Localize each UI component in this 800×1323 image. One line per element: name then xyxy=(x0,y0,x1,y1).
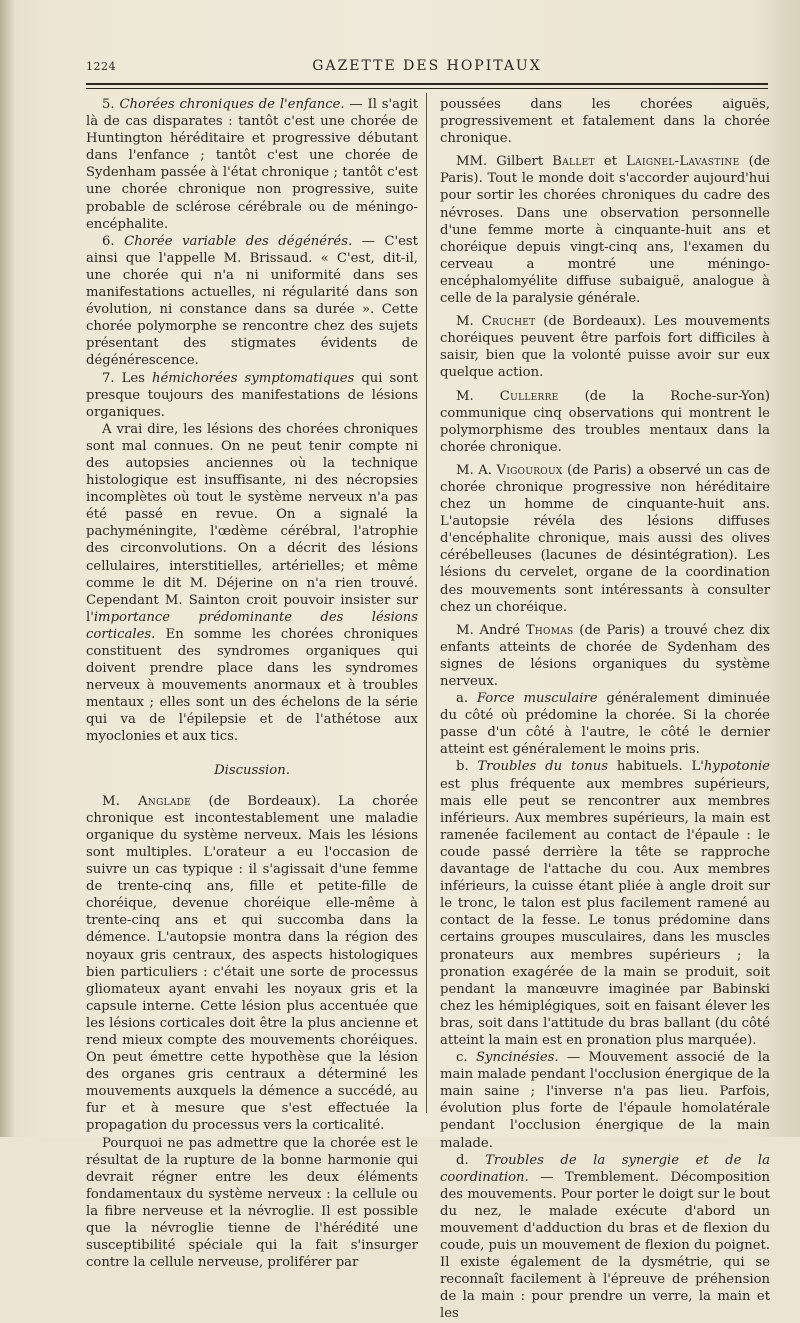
speaker-name: Laignel-Lavastine xyxy=(626,154,740,170)
paragraph-cruchet xyxy=(440,313,770,381)
text-run: En somme les chorées chroniques constituent des syndromes organiques qui doivent prendre place dans les syndromes nerveux à mouvements anormaux et à troubles mentaux ; elles sont un des échelons de la série qui va de l'épilepsie et de l'athétose aux myoclonies et aux tics. xyxy=(86,626,418,745)
speaker-name: Vigouroux xyxy=(496,462,563,478)
text-run: c. xyxy=(456,1050,476,1066)
paragraph-lesions xyxy=(86,421,418,746)
text-run: généralement diminuée du côté où prédomine la chorée. Si la chorée passe d'un côté à l'autre, le côté le dernier atteint est généralement le moins pris. xyxy=(440,691,770,758)
text-run: (de la Roche-sur-Yon) communique cinq observations qui montrent le polymorphisme des troubles mentaux dans la chorée chronique. xyxy=(440,388,771,455)
left-column xyxy=(86,96,418,1271)
item-synergie-coordination xyxy=(440,1152,770,1323)
text-run: d. xyxy=(456,1152,486,1168)
text-run: MM. Gilbert xyxy=(456,154,553,170)
paragraph-choree-variable xyxy=(86,233,418,370)
paragraph-cullerre xyxy=(440,388,770,456)
text-run: est plus fréquente aux membres supérieurs, mais elle peut se rencontrer aux membres inférieurs. Aux membres supérieurs, la main est ramenée facilement au contact de l'épaule : le coude passé derrière la tête se rapproche davantage de l'attache du cou. Aux membres inférieurs, la cuisse étant pliée à angle droit sur le tronc, le talon est plus facilement ramené au contact de la fesse. Le tonus prédomine dans certains groupes musculaires, dans les muscles pronateurs aux membres supérieurs ; la pronation exagérée de la main se produit, soit pendant la manœuvre imaginée par Babinski chez les hémiplégiques, soit en faisant élever les bras, soit dans l'attitude du bras ballant (du côté atteint la main est en pronation plus marquée). xyxy=(440,776,770,1048)
paragraph-vigouroux xyxy=(440,462,770,616)
text-run: — Tremblement. Décomposition des mouvements. Pour porter le doigt sur le bout du nez, le malade exécute d'abord un mouvement d'adduction du bras et de flexion du coude, puis un mouvement de flexion du poignet. Il existe également de la dysmétrie, qui se reconnaît facilement à l'épreuve de préhension de la main : pour prendre un verre, la main et les xyxy=(440,1169,770,1322)
text-run: 7. Les xyxy=(102,370,152,386)
paragraph-chorees-chroniques-enfance xyxy=(86,96,418,233)
text-run: M. xyxy=(456,388,500,404)
text-run: (de Bordeaux). Les mouvements choréiques peuvent être parfois fort difficiles à saisir, bien que la volonté puisse avoir sur eux quelque action. xyxy=(440,314,770,381)
text-run: 6. xyxy=(102,233,125,249)
emphasis-text: hypotonie xyxy=(703,759,770,775)
item-troubles-tonus xyxy=(440,758,770,1049)
right-column xyxy=(440,96,770,1323)
text-run: (de Paris) a trouvé chez dix enfants atteints de chorée de Sydenham des signes de lésions organiques du système nerveux. xyxy=(440,622,770,689)
speaker-name: Ballet xyxy=(552,154,595,170)
text-run: a. xyxy=(456,691,477,707)
text-run: 5. xyxy=(102,97,120,112)
text-run: et xyxy=(594,154,627,170)
speaker-name: Cullerre xyxy=(499,388,559,404)
paragraph-continuation xyxy=(440,96,770,147)
page-header xyxy=(86,58,768,80)
text-run: A vrai dire, les lésions des chorées chroniques sont mal connues. On ne peut tenir compte ni des autopsies anciennes où la technique histologique est insuffisante, ni des nécropsies incomplètes où tout le système nerveux n'a pas été passé en revue. On a signalé la pachyméningite, l'œdème cérébral, l'atrophie des circonvolutions. On a décrit des lésions cellulaires, interstitielles, artérielles; et même comme le dit M. Déjerine on n'a rien trouvé. Cependant M. Sainton croit pouvoir insister sur l' xyxy=(86,421,418,625)
item-syncinesies xyxy=(440,1049,770,1152)
text-run: M. A. xyxy=(456,462,497,478)
header-rule-thick xyxy=(86,83,768,85)
item-title: Chorées chroniques de l'enfance. xyxy=(119,97,345,112)
text-run: poussées dans les chorées aiguës, progressivement et fatalement dans la chorée chronique. xyxy=(440,97,770,147)
item-title: Force musculaire xyxy=(476,691,598,707)
text-run: (de Paris). Tout le monde doit s'accorder aujourd'hui pour sortir les chorées chroniques du cadre des névroses. Dans une observation personnelle d'une femme morte à cinquante-huit ans et choréique depuis vingt-cinq ans, l'examen du cerveau a montré une méningo-encéphalomyélite diffuse subaiguë, analogue à celle de la paralysie générale. xyxy=(440,154,770,307)
text-run: (de Bordeaux). La chorée chronique est incontestablement une maladie organique du système nerveux. Mais les lésions sont multiples. L'orateur a eu l'occasion de suivre un cas typique : il s'agissait d'une femme de trente-cinq ans, fille et petite-fille de choréique, devenue choréique elle-même à trente-cinq ans et qui succomba dans la démence. L'autopsie montra dans la région des noyaux gris centraux, des aspects histologiques bien particuliers : c'était une sorte de processus gliomateux ayant envahi les noyaux gris et la capsule interne. Cette lésion plus accentuée que les lésions corticales doit être la plus ancienne et rend mieux compte des mouvements choréiques. On peut émettre cette hypothèse que la lésion des organes gris centraux a déterminé les mouvements auxquels la démence a succédé, au fur et à mesure que s'est effectuée la propagation du processus vers la corticalité. xyxy=(86,793,418,1134)
section-title-discussion: Discussion. xyxy=(214,762,290,778)
speaker-name: M. Anglade xyxy=(102,793,192,809)
header-rule-thin xyxy=(86,88,768,89)
text-run: habituels. L' xyxy=(607,759,704,775)
item-title: Troubles de la synergie et de la coordination. xyxy=(440,1152,770,1185)
journal-title: GAZETTE DES HOPITAUX xyxy=(312,58,542,74)
page-edge-shadow xyxy=(0,0,14,1137)
paragraph-anglade xyxy=(86,793,418,1135)
text-run: — C'est ainsi que l'appelle M. Brissaud. « C'est, dit-il, une chorée qui n'a ni uniformité dans ses manifestations actuelles, ni régularité dans son évolution, ni constance dans sa durée ». Cette chorée polymorphe se rencontre chez des sujets présentant des stigmates évidents de dégénérescence. xyxy=(86,233,418,369)
speaker-name: Cruchet xyxy=(481,314,536,330)
paragraph-ballet-laignel xyxy=(440,153,770,307)
text-run: qui sont presque toujours des manifestations de lésions organiques. xyxy=(86,370,418,420)
item-force-musculaire xyxy=(440,690,770,758)
item-title: hémichorées symptomatiques xyxy=(151,370,355,386)
item-title: Syncinésies. xyxy=(475,1050,559,1066)
text-run: M. André xyxy=(456,622,526,638)
column-divider xyxy=(426,93,427,1113)
paragraph-nevroglie xyxy=(86,1135,418,1272)
text-run: M. xyxy=(456,314,482,330)
text-run: Pourquoi ne pas admettre que la chorée est le résultat de la rupture de la bonne harmonie qui devrait régner entre les deux éléments fondamentaux du système nerveux : la cellule ou la fibre nerveuse et la névroglie. Il est possible que la névroglie tienne de l'hérédité une susceptibilité spéciale qui la fait s'insurger contre la cellule nerveuse, proliférer par xyxy=(86,1135,418,1271)
paragraph-hemichorees xyxy=(86,370,418,421)
text-run: — Mouvement associé de la main malade pendant l'occlusion énergique de la main saine ; l'inverse n'a pas lieu. Parfois, évolution plus forte de l'épaule homolatérale pendant l'occlusion énergique de la main malade. xyxy=(440,1050,770,1151)
paragraph-thomas xyxy=(440,622,770,690)
emphasis-text: importance prédominante des lésions corticales. xyxy=(86,609,418,642)
text-run: — Il s'agit là de cas disparates : tantôt c'est une chorée de Huntington héréditaire et progressive débutant dans l'enfance ; tantôt c'est une chorée de Sydenham passée à l'état chronique ; tantôt c'est une chorée chronique non progressive, suite probable de sclérose cérébrale ou de méningo-encéphalite. xyxy=(86,97,419,232)
item-title: Chorée variable des dégénérés. xyxy=(124,233,353,249)
speaker-name: Thomas xyxy=(525,622,574,638)
item-title: Troubles du tonus xyxy=(477,759,608,775)
text-run: b. xyxy=(456,759,478,775)
page-number: 1224 xyxy=(86,60,116,73)
text-run: (de Paris) a observé un cas de chorée chronique progressive non héréditaire chez un homme de cinquante-huit ans. L'autopsie révéla des lésions diffuses d'encéphalite chronique, mais aussi des olives cérébelleuses (lacunes de désintégration). Les lésions du cervelet, organe de la coordination des mouvements sont intéressants à consulter chez un choréique. xyxy=(440,462,770,615)
